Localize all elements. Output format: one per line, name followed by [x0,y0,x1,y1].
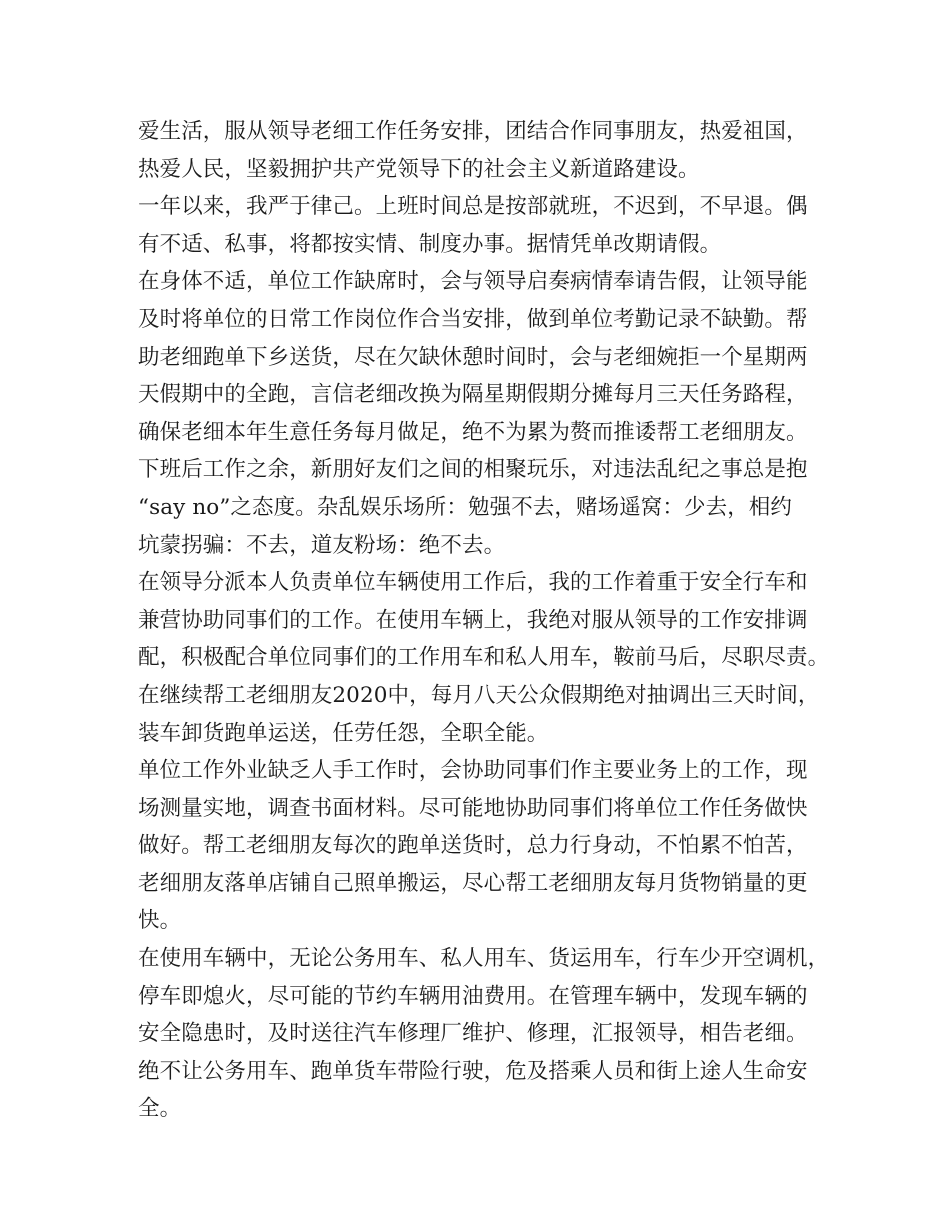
text-line: 单位工作外业缺乏人手工作时，会协助同事们作主要业务上的工作，现 [138,758,808,784]
text-line: 及时将单位的日常工作岗位作合当安排，做到单位考勤记录不缺勤。帮 [138,306,808,332]
text-line: 场测量实地，调查书面材料。尽可能地协助同事们将单位工作任务做快 [138,795,808,821]
text-line: “say no”之态度。杂乱娱乐场所：勉强不去，赌场遥窝：少去，相约 [138,494,793,520]
text-line: 装车卸货跑单运送，任劳任怨，全职全能。 [138,720,549,746]
text-line: 全。 [138,1096,182,1122]
text-line: 兼营协助同事们的工作。在使用车辆上，我绝对服从领导的工作安排调 [138,607,808,633]
text-line: 做好。帮工老细朋友每次的跑单送货时，总力行身动，不怕累不怕苦， [138,833,808,859]
text-line: 一年以来，我严于律己。上班时间总是按部就班，不迟到，不早退。偶 [138,194,808,220]
text-line: 在继续帮工老细朋友2020中，每月八天公众假期绝对抽调出三天时间， [138,682,820,708]
text-line: 热爱人民，坚毅拥护共产党领导下的社会主义新道路建设。 [138,156,700,182]
text-line: 安全隐患时，及时送往汽车修理厂维护、修理，汇报领导，相告老细。 [138,1021,808,1047]
text-line: 停车即熄火，尽可能的节约车辆用油费用。在管理车辆中，发现车辆的 [138,983,808,1009]
text-line: 坑蒙拐骗：不去，道友粉场：绝不去。 [138,532,506,558]
body-text [138,113,828,1128]
text-line: 助老细跑单下乡送货，尽在欠缺休憩时间时，会与老细婉拒一个星期两 [138,344,808,370]
text-line: 天假期中的全跑，言信老细改换为隔星期假期分摊每月三天任务路程， [138,382,808,408]
text-line: 下班后工作之余，新朋好友们之间的相聚玩乐，对违法乱纪之事总是抱 [138,457,808,483]
text-line: 在领导分派本人负责单位车辆使用工作后，我的工作着重于安全行车和 [138,570,808,596]
text-line: 爱生活，服从领导老细工作任务安排，团结合作同事朋友，热爱祖国， [138,119,808,144]
text-line: 在使用车辆中，无论公务用车、私人用车、货运用车，行车少开空调机， [138,946,830,972]
text-line: 绝不让公务用车、跑单货车带险行驶，危及搭乘人员和街上途人生命安 [138,1058,808,1084]
text-line: 在身体不适，单位工作缺席时，会与领导启奏病情奉请告假，让领导能 [138,269,808,295]
text-line: 老细朋友落单店铺自己照单搬运，尽心帮工老细朋友每月货物销量的更 [138,870,808,896]
text-line: 有不适、私事，将都按实情、制度办事。据情凭单改期请假。 [138,231,722,257]
text-line: 快。 [138,908,182,934]
text-line: 确保老细本年生意任务每月做足，绝不为累为赘而推诿帮工老细朋友。 [138,419,808,445]
text-line: 配，积极配合单位同事们的工作用车和私人用车，鞍前马后，尽职尽责。 [138,645,830,671]
